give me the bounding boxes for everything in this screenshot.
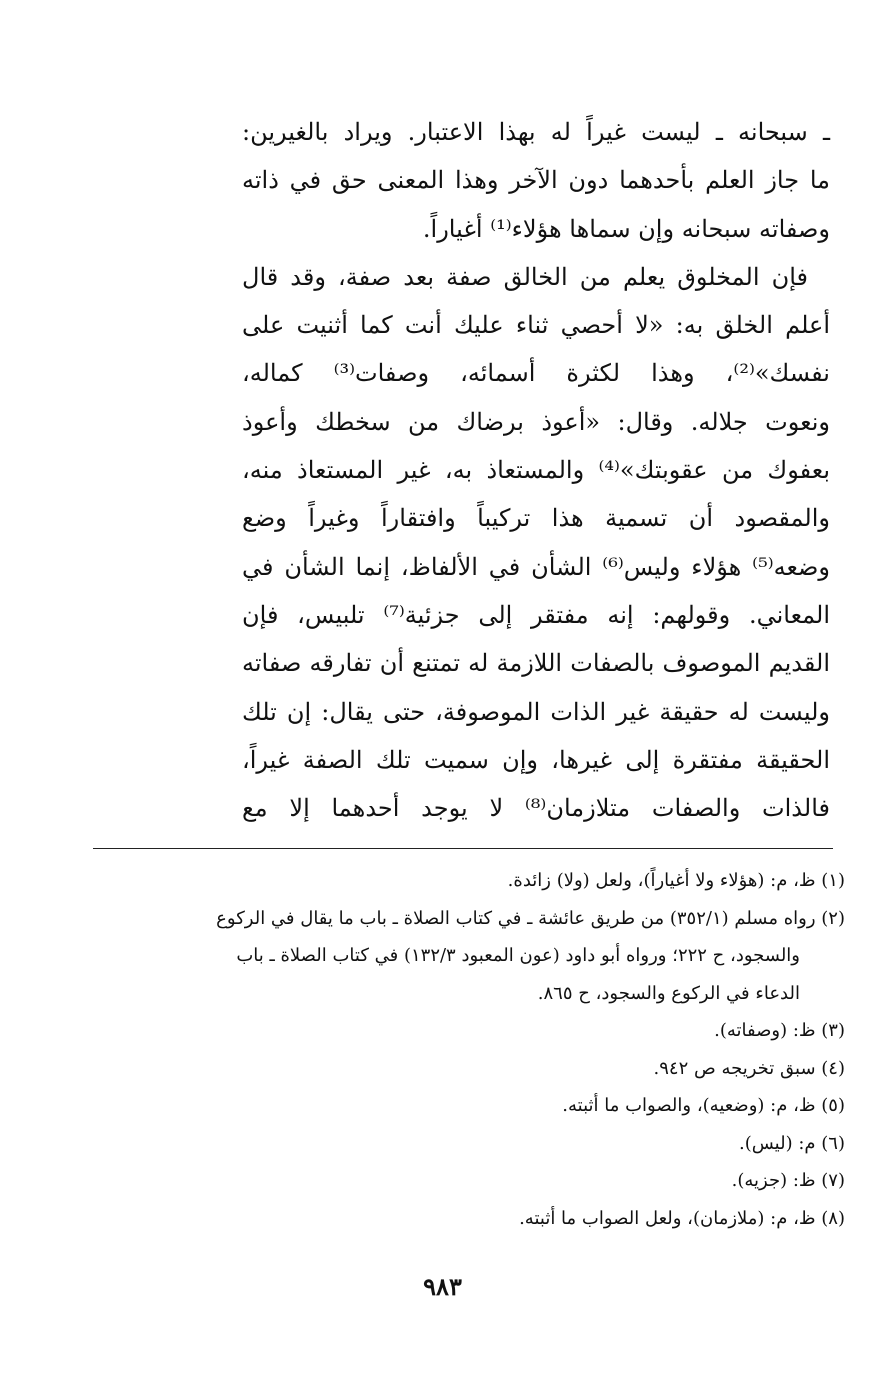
main-text-line: القديم الموصوف بالصفات اللازمة له تمتنع أن تفارقه صفاته [242,649,830,678]
footnotes [93,862,845,1237]
footnote-8: (٨) ظ، م: (ملازمان)، ولعل الصواب ما أثبته. [519,1207,845,1229]
main-text-line: المعاني. وقولهم: إنه مفتقر إلى جزئية⁽⁷⁾ تلبيس، فإن [242,600,831,629]
main-text-line: أعلم الخلق به: «لا أحصي ثناء عليك أنت كما أثنيت على [242,311,830,340]
main-text-line: وصفاته سبحانه وإن سماها هؤلاء⁽¹⁾ أغياراً. [422,214,830,243]
main-text-line: ـ سبحانه ـ ليست غيراً له بهذا الاعتبار. ويراد بالغيرين: [242,118,830,146]
main-text-line: بعفوك من عقوبتك»⁽⁴⁾ والمستعاذ به، غير المستعاذ منه، [242,456,831,485]
footnote-7: (٧) ظ: (جزيه). [731,1170,845,1191]
main-text-line: وضعه⁽⁵⁾ هؤلاء وليس⁽⁶⁾ الشأن في الألفاظ، إنما الشأن في [242,552,830,581]
footnote-5: (٥) ظ، م: (وضعيه)، والصواب ما أثبته. [562,1095,845,1116]
main-text-line: ونعوت جلاله. وقال: «أعوذ برضاك من سخطك وأعوذ [242,407,830,436]
main-text-line: نفسك»⁽²⁾، وهذا لكثرة أسمائه، وصفات⁽³⁾ كماله، [242,359,830,388]
main-text-line: فإن المخلوق يعلم من الخالق صفة بعد صفة، وقد قال [242,262,808,291]
main-text-body [242,108,830,832]
main-text-line: الحقيقة مفتقرة إلى غيرها، وإن سميت تلك الصفة غيراً، [242,745,830,774]
main-text-line: فالذات والصفات متلازمان⁽⁸⁾ لا يوجد أحدهما إلا مع [242,794,831,823]
main-text-line: ما جاز العلم بأحدهما دون الآخر وهذا المعنى حق في ذاته [242,166,830,195]
footnote-2-continuation: الدعاء في الركوع والسجود، ح ٨٦٥. [537,982,800,1004]
footnote-separator [93,848,833,849]
page-number: ٩٨٣ [423,1272,462,1301]
footnote-3: (٣) ظ: (وصفاته). [714,1020,845,1041]
footnote-2: (٢) رواه مسلم (٣٥٢/١) من طريق عائشة ـ في كتاب الصلاة ـ باب ما يقال في الركوع [216,907,845,929]
footnote-1: (١) ظ، م: (هؤلاء ولا أغياراً)، ولعل (ولا) زائدة. [507,870,845,891]
footnote-2-continuation: والسجود، ح ٢٢٢؛ ورواه أبو داود (عون المعبود ١٣٢/٣) في كتاب الصلاة ـ باب [236,945,800,966]
footnote-4: (٤) سبق تخريجه ص ٩٤٢. [653,1057,845,1079]
footnote-6: (٦) م: (ليس). [738,1132,845,1154]
main-text-line: والمقصود أن تسمية هذا تركيباً وافتقاراً وغيراً وضع [242,504,830,533]
main-text-line: وليست له حقيقة غير الذات الموصوفة، حتى يقال: إن تلك [242,697,830,726]
